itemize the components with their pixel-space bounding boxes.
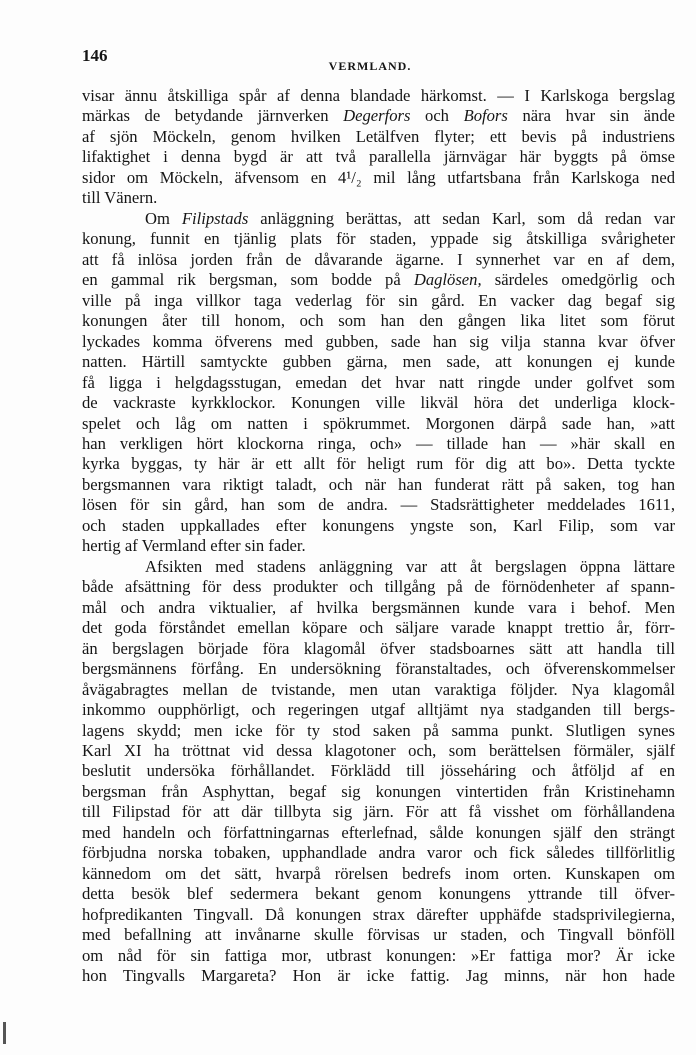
body-text [82,86,675,987]
text-line: lagens skydd; men icke för ty stod saken på samma punkt. Slutligen synes [82,720,675,740]
text-line: mål och andra viktualier, af hvilka bergsmännen kunde vara i behof. Men [82,597,675,617]
scan-artifact [3,1022,6,1044]
italic-name: Degerfors [343,106,411,126]
text-line: beslutit undersöka förhållandet. Förklädd till jösseháring och åtföljd af en [82,761,675,781]
text-line: en gammal rik bergsman, som bodde på Daglösen, särdeles omedgörlig och [82,270,675,290]
text-line: ville på inga villkor taga vederlag för sin gård. En vacker dag begaf sig [82,290,675,310]
text-line: att få inlösa jorden från de dåvarande ägarne. I synnerhet var en af dem, [82,249,675,269]
text-line: och staden uppkallades efter konungens yngste son, Karl Filip, som var [82,515,675,535]
text-line: Karl XI ha tröttnat vid dessa klagotoner och, som berättelsen förmäler, själf [82,741,675,760]
text-line: han verkligen hört klockorna ringa, och» — tillade han — »här skall en [82,433,675,453]
paragraph [82,557,675,987]
text-line: än bergslagen började föra klagomål öfver stadsboarnes sätt att handla till [82,638,675,658]
text-line: spelet och låg om natten i spökrummet. Morgonen därpå sade han, »att [82,413,675,433]
paragraph [82,86,675,209]
text-line: bergsmännens förfång. En undersökning föranstaltades, och öfverenskommelser [82,659,675,679]
text-line: kyrka byggas, ty här är ett allt för heligt rum för dig att bo». Detta tyckte [82,454,675,474]
italic-name: Daglösen, [413,270,482,290]
paragraph [82,209,675,557]
text-line: lyckades komma öfverens med gubben, sade han sig vilja stanna kvar öfver [82,331,675,351]
text-line: förbjudna norska tobaken, upphandlade andra varor och fick således tillförlitlig [82,843,675,863]
text-line: få ligga i helgdagsstugan, emedan det hvar natt ringde under golfvet som [82,372,675,392]
text-line: bergsmannen vara riktigt taladt, och när han funderat rätt på saken, tog han [82,474,675,494]
text-line: hofpredikanten Tingvall. Då konungen strax därefter upphäfde stadsprivilegierna, [82,904,675,924]
italic-name: Filipstads [181,208,249,228]
text-line: med handeln och författningarnas efterlefnad, sålde konungen själf den strängt [82,822,675,842]
text-line: bergsman från Asphyttan, begaf sig konungen vintertiden från Kristinehamn [82,781,675,801]
text-line: af sjön Möckeln, genom hvilken Letälfven flyter; ett bevis på industriens [82,126,675,146]
text-line: Om Filipstads anläggning berättas, att sedan Karl, som då redan var [145,208,675,228]
text-line: natten. Härtill samtyckte gubben gärna, men sade, att konungen ej kunde [82,352,675,372]
text-line: till Vänern. [82,188,158,208]
running-title: VERMLAND. [328,59,412,73]
text-line: inkommo oupphörligt, och regeringen utgaf alltjämt nya stadganden till bergs- [82,700,675,720]
text-line: konung, funnit en tjänlig plats för staden, yppade sig åtskilliga svårigheter [82,229,675,249]
text-line: konungen åter till honom, och som han den gången lika litet som förut [82,311,675,331]
text-line: sidor om Möckeln, äfvensom en 4¹/₂ mil lång utfartsbana från Karlskoga ned [82,167,675,187]
text-line: lifaktighet i denna bygd är att två parallella järnvägar här byggts på ömse [82,147,675,167]
text-line: Afsikten med stadens anläggning var att åt bergslagen öppna lättare [145,556,675,576]
text-line: hertig af Vermland efter sin fader. [82,536,306,556]
text-line: om nåd för sin fattiga mor, utbrast konungen: »Er fattiga mor? Är icke [82,945,675,965]
text-line: det goda förståndet emellan köpare och säljare varade knappt trettio år, förr- [82,618,675,638]
text-line: med befallning att invånarne skulle förvisas ur staden, och Tingvall bönföll [82,925,675,945]
text-line: märkas de betydande järnverken Degerfors och Bofors nära hvar sin ände [82,106,675,126]
text-line: visar ännu åtskilliga spår af denna blandade härkomst. — I Karlskoga bergslag [82,86,675,105]
text-line: kännedom om det sätt, hvarpå rörelsen bedrefs inom orten. Kunskapen om [82,863,675,883]
text-line: åvägabragtes mellan de tvistande, men utan varaktiga följder. Nya klagomål [82,679,675,699]
text-line: lösen för sin gård, han som de andra. — Stadsrättigheter meddelades 1611, [82,495,675,515]
text-line: detta besök blef sedermera bekant genom konungens yttrande till öfver- [82,884,675,904]
text-line: hon Tingvalls Margareta? Hon är icke fattig. Jag minns, när hon hade [82,966,675,986]
text-line: till Filipstad för att där tillbyta sig järn. För att få visshet om förhållandena [82,802,675,822]
text-line: både afsättning för dess produkter och tillgång på de förnödenheter af spann- [82,577,675,597]
page-number: 146 [82,46,108,65]
italic-name: Bofors [463,106,508,126]
text-line: de vackraste kyrkklockor. Konungen ville likväl höra det underliga klock- [82,393,675,413]
